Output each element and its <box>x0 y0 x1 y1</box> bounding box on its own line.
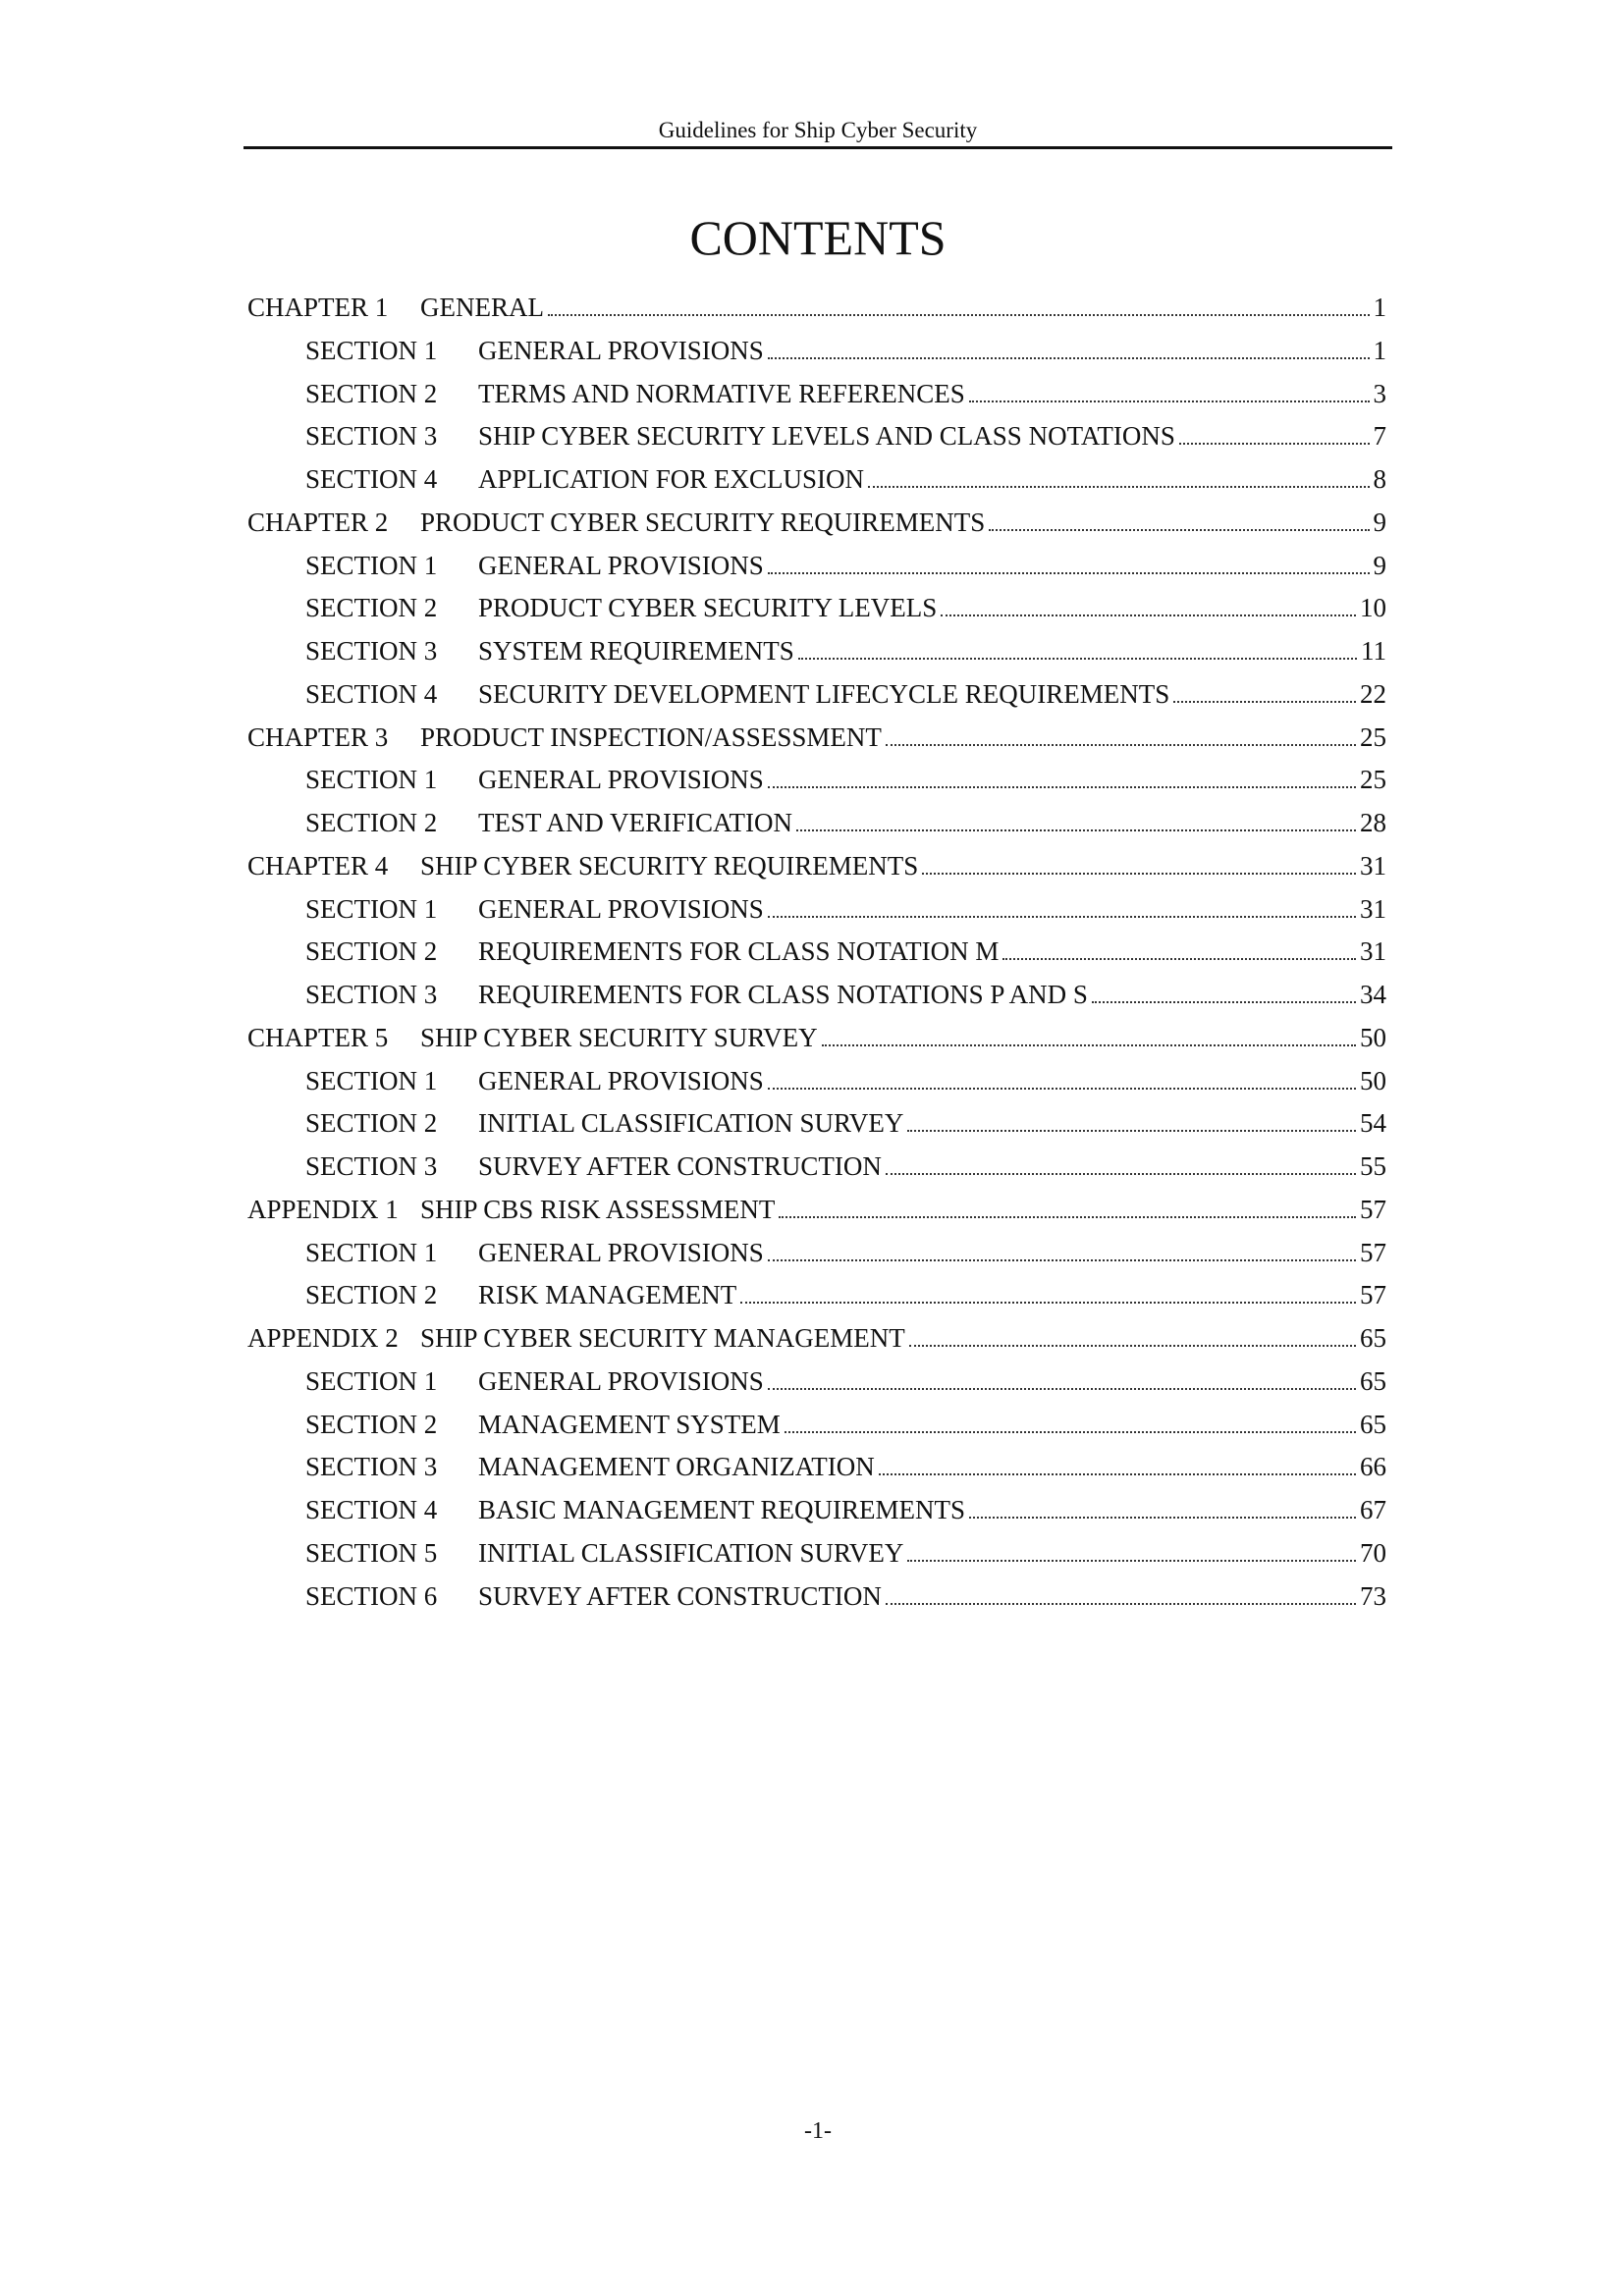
toc-section-entry[interactable] <box>247 1146 1386 1189</box>
toc-entry-label: SECTION 2 <box>305 1409 438 1439</box>
dot-leader <box>989 529 1369 531</box>
dot-leader <box>798 658 1357 660</box>
toc-entry-page: 31 <box>1360 936 1386 967</box>
dot-leader <box>907 1560 1356 1562</box>
dot-leader <box>768 572 1370 574</box>
toc-entry-heading: SYSTEM REQUIREMENTS <box>478 636 794 666</box>
toc-section-entry[interactable] <box>247 1060 1386 1103</box>
toc-entry-heading: SURVEY AFTER CONSTRUCTION <box>478 1151 882 1181</box>
toc-chapter-entry[interactable] <box>247 1189 1386 1232</box>
dot-leader <box>1092 1001 1356 1003</box>
dot-leader <box>868 486 1369 488</box>
toc-chapter-entry[interactable] <box>247 1317 1386 1361</box>
toc-entry-heading: SHIP CYBER SECURITY MANAGEMENT <box>420 1323 905 1353</box>
toc-entry-page: 57 <box>1360 1280 1386 1310</box>
toc-entry-heading: SURVEY AFTER CONSTRUCTION <box>478 1580 882 1611</box>
toc-entry-label: SECTION 6 <box>305 1580 438 1611</box>
toc-section-entry[interactable] <box>247 673 1386 717</box>
toc-entry-label: CHAPTER 3 <box>247 721 389 752</box>
toc-entry-label: SECTION 5 <box>305 1537 438 1568</box>
toc-entry-label: SECTION 3 <box>305 636 438 666</box>
toc-entry-heading: MANAGEMENT ORGANIZATION <box>478 1452 875 1482</box>
dot-leader <box>941 614 1356 616</box>
toc-entry-label: SECTION 1 <box>305 550 438 580</box>
dot-leader <box>907 1130 1356 1132</box>
toc-entry-label: APPENDIX 2 <box>247 1323 399 1353</box>
toc-section-entry[interactable] <box>247 1102 1386 1146</box>
dot-leader <box>768 1388 1356 1390</box>
dot-leader <box>886 1173 1356 1175</box>
toc-section-entry[interactable] <box>247 1532 1386 1575</box>
toc-entry-label: SECTION 1 <box>305 1365 438 1396</box>
toc-section-entry[interactable] <box>247 1446 1386 1489</box>
toc-entry-label: SECTION 2 <box>305 808 438 837</box>
dot-leader <box>822 1044 1356 1046</box>
toc-entry-page: 57 <box>1360 1237 1386 1267</box>
toc-entry-heading: GENERAL PROVISIONS <box>478 1065 764 1095</box>
toc-entry-heading: GENERAL PROVISIONS <box>478 765 764 795</box>
toc-section-entry[interactable] <box>247 545 1386 588</box>
toc-section-entry[interactable] <box>247 373 1386 416</box>
toc-entry-page: 65 <box>1360 1323 1386 1353</box>
toc-section-entry[interactable] <box>247 802 1386 845</box>
toc-entry-page: 31 <box>1360 850 1386 881</box>
toc-entry-heading: TEST AND VERIFICATION <box>478 808 793 837</box>
dot-leader <box>796 829 1356 831</box>
toc-entry-label: SECTION 1 <box>305 893 438 924</box>
toc-entry-label: SECTION 2 <box>305 1280 438 1310</box>
toc-entry-heading: REQUIREMENTS FOR CLASS NOTATION M <box>478 936 1000 967</box>
toc-entry-label: SECTION 3 <box>305 421 438 452</box>
toc-entry-heading: GENERAL <box>420 293 544 322</box>
dot-leader <box>886 1603 1356 1605</box>
toc-entry-page: 8 <box>1373 464 1386 494</box>
toc-entry-page: 70 <box>1360 1537 1386 1568</box>
table-of-contents <box>247 287 1386 1618</box>
dot-leader <box>969 400 1370 402</box>
toc-entry-page: 65 <box>1360 1409 1386 1439</box>
toc-entry-page: 66 <box>1360 1452 1386 1482</box>
dot-leader <box>768 916 1356 918</box>
toc-chapter-entry[interactable] <box>247 845 1386 888</box>
toc-section-entry[interactable] <box>247 587 1386 630</box>
toc-entry-heading: GENERAL PROVISIONS <box>478 1365 764 1396</box>
toc-entry-heading: SECURITY DEVELOPMENT LIFECYCLE REQUIREMENTS <box>478 678 1170 709</box>
toc-entry-page: 55 <box>1360 1151 1386 1181</box>
toc-entry-page: 9 <box>1373 550 1386 580</box>
toc-entry-heading: SHIP CBS RISK ASSESSMENT <box>420 1194 776 1224</box>
toc-section-entry[interactable] <box>247 888 1386 932</box>
toc-entry-page: 67 <box>1360 1495 1386 1524</box>
toc-chapter-entry[interactable] <box>247 502 1386 545</box>
dot-leader <box>1173 701 1356 703</box>
toc-entry-page: 34 <box>1360 980 1386 1009</box>
toc-entry-page: 50 <box>1360 1022 1386 1052</box>
toc-entry-label: SECTION 2 <box>305 936 438 967</box>
toc-entry-page: 65 <box>1360 1365 1386 1396</box>
toc-entry-page: 7 <box>1373 421 1386 452</box>
header-rule <box>244 146 1392 149</box>
toc-section-entry[interactable] <box>247 1361 1386 1404</box>
toc-entry-page: 73 <box>1360 1580 1386 1611</box>
running-header: Guidelines for Ship Cyber Security <box>658 118 978 142</box>
toc-entry-label: SECTION 4 <box>305 678 438 709</box>
toc-entry-page: 54 <box>1360 1108 1386 1139</box>
toc-entry-page: 28 <box>1360 808 1386 837</box>
toc-chapter-entry[interactable] <box>247 1017 1386 1060</box>
toc-section-entry[interactable] <box>247 1404 1386 1447</box>
toc-section-entry[interactable] <box>247 974 1386 1017</box>
page-number: -1- <box>804 2118 832 2144</box>
toc-entry-heading: TERMS AND NORMATIVE REFERENCES <box>478 378 965 408</box>
toc-entry-heading: SHIP CYBER SECURITY SURVEY <box>420 1022 818 1052</box>
toc-section-entry[interactable] <box>247 1489 1386 1532</box>
toc-entry-heading: PRODUCT CYBER SECURITY REQUIREMENTS <box>420 507 986 537</box>
toc-entry-heading: INITIAL CLASSIFICATION SURVEY <box>478 1108 904 1139</box>
toc-chapter-entry[interactable] <box>247 287 1386 330</box>
toc-entry-heading: INITIAL CLASSIFICATION SURVEY <box>478 1537 904 1568</box>
toc-entry-page: 9 <box>1373 507 1386 537</box>
dot-leader <box>740 1302 1356 1304</box>
dot-leader <box>879 1473 1356 1475</box>
toc-entry-label: CHAPTER 2 <box>247 507 389 537</box>
toc-entry-heading: SHIP CYBER SECURITY LEVELS AND CLASS NOTATIONS <box>478 421 1175 452</box>
toc-entry-page: 31 <box>1360 893 1386 924</box>
toc-section-entry[interactable] <box>247 330 1386 373</box>
toc-entry-heading: MANAGEMENT SYSTEM <box>478 1409 781 1439</box>
toc-chapter-entry[interactable] <box>247 717 1386 760</box>
toc-entry-label: SECTION 2 <box>305 593 438 623</box>
dot-leader <box>768 786 1356 788</box>
dot-leader <box>768 357 1370 359</box>
dot-leader <box>969 1517 1356 1519</box>
toc-entry-label: CHAPTER 1 <box>247 293 389 322</box>
toc-entry-page: 11 <box>1361 636 1386 666</box>
page-title: CONTENTS <box>689 210 947 265</box>
toc-entry-label: SECTION 3 <box>305 1452 438 1482</box>
toc-entry-heading: PRODUCT INSPECTION/ASSESSMENT <box>420 721 882 752</box>
toc-section-entry[interactable] <box>247 630 1386 673</box>
dot-leader <box>1002 958 1356 960</box>
toc-section-entry[interactable] <box>247 931 1386 974</box>
toc-entry-label: SECTION 2 <box>305 378 438 408</box>
toc-entry-page: 10 <box>1360 593 1386 623</box>
toc-entry-label: SECTION 2 <box>305 1108 438 1139</box>
toc-section-entry[interactable] <box>247 458 1386 502</box>
dot-leader <box>1179 443 1370 445</box>
toc-entry-page: 1 <box>1373 293 1386 322</box>
dot-leader <box>768 1259 1356 1261</box>
toc-entry-label: SECTION 1 <box>305 1237 438 1267</box>
toc-entry-heading: APPLICATION FOR EXCLUSION <box>478 464 865 494</box>
toc-entry-heading: GENERAL PROVISIONS <box>478 550 764 580</box>
toc-entry-heading: SHIP CYBER SECURITY REQUIREMENTS <box>420 850 919 881</box>
toc-section-entry[interactable] <box>247 1274 1386 1317</box>
toc-entry-page: 57 <box>1360 1194 1386 1224</box>
dot-leader <box>909 1345 1356 1347</box>
toc-entry-label: SECTION 4 <box>305 464 438 494</box>
toc-entry-label: SECTION 3 <box>305 980 438 1009</box>
toc-entry-page: 25 <box>1360 721 1386 752</box>
toc-entry-heading: REQUIREMENTS FOR CLASS NOTATIONS P AND S <box>478 980 1088 1009</box>
toc-section-entry[interactable] <box>247 759 1386 802</box>
toc-entry-page: 50 <box>1360 1065 1386 1095</box>
toc-entry-page: 1 <box>1373 335 1386 365</box>
toc-entry-heading: GENERAL PROVISIONS <box>478 1237 764 1267</box>
toc-entry-label: CHAPTER 4 <box>247 850 389 881</box>
toc-section-entry[interactable] <box>247 1232 1386 1275</box>
toc-entry-label: APPENDIX 1 <box>247 1194 399 1224</box>
dot-leader <box>548 314 1370 316</box>
toc-entry-label: CHAPTER 5 <box>247 1022 389 1052</box>
toc-entry-page: 25 <box>1360 765 1386 795</box>
toc-entry-heading: GENERAL PROVISIONS <box>478 335 764 365</box>
dot-leader <box>922 873 1356 875</box>
toc-section-entry[interactable] <box>247 415 1386 458</box>
toc-entry-label: SECTION 1 <box>305 1065 438 1095</box>
dot-leader <box>779 1216 1356 1218</box>
toc-entry-label: SECTION 4 <box>305 1495 438 1524</box>
dot-leader <box>785 1431 1356 1433</box>
toc-entry-page: 3 <box>1373 378 1386 408</box>
dot-leader <box>768 1088 1356 1090</box>
toc-entry-label: SECTION 1 <box>305 765 438 795</box>
toc-entry-heading: BASIC MANAGEMENT REQUIREMENTS <box>478 1495 966 1524</box>
dot-leader <box>886 744 1356 746</box>
toc-entry-label: SECTION 3 <box>305 1151 438 1181</box>
toc-entry-heading: RISK MANAGEMENT <box>478 1280 737 1310</box>
toc-entry-heading: GENERAL PROVISIONS <box>478 893 764 924</box>
toc-section-entry[interactable] <box>247 1575 1386 1619</box>
toc-entry-heading: PRODUCT CYBER SECURITY LEVELS <box>478 593 938 623</box>
toc-entry-label: SECTION 1 <box>305 335 438 365</box>
toc-entry-page: 22 <box>1360 678 1386 709</box>
